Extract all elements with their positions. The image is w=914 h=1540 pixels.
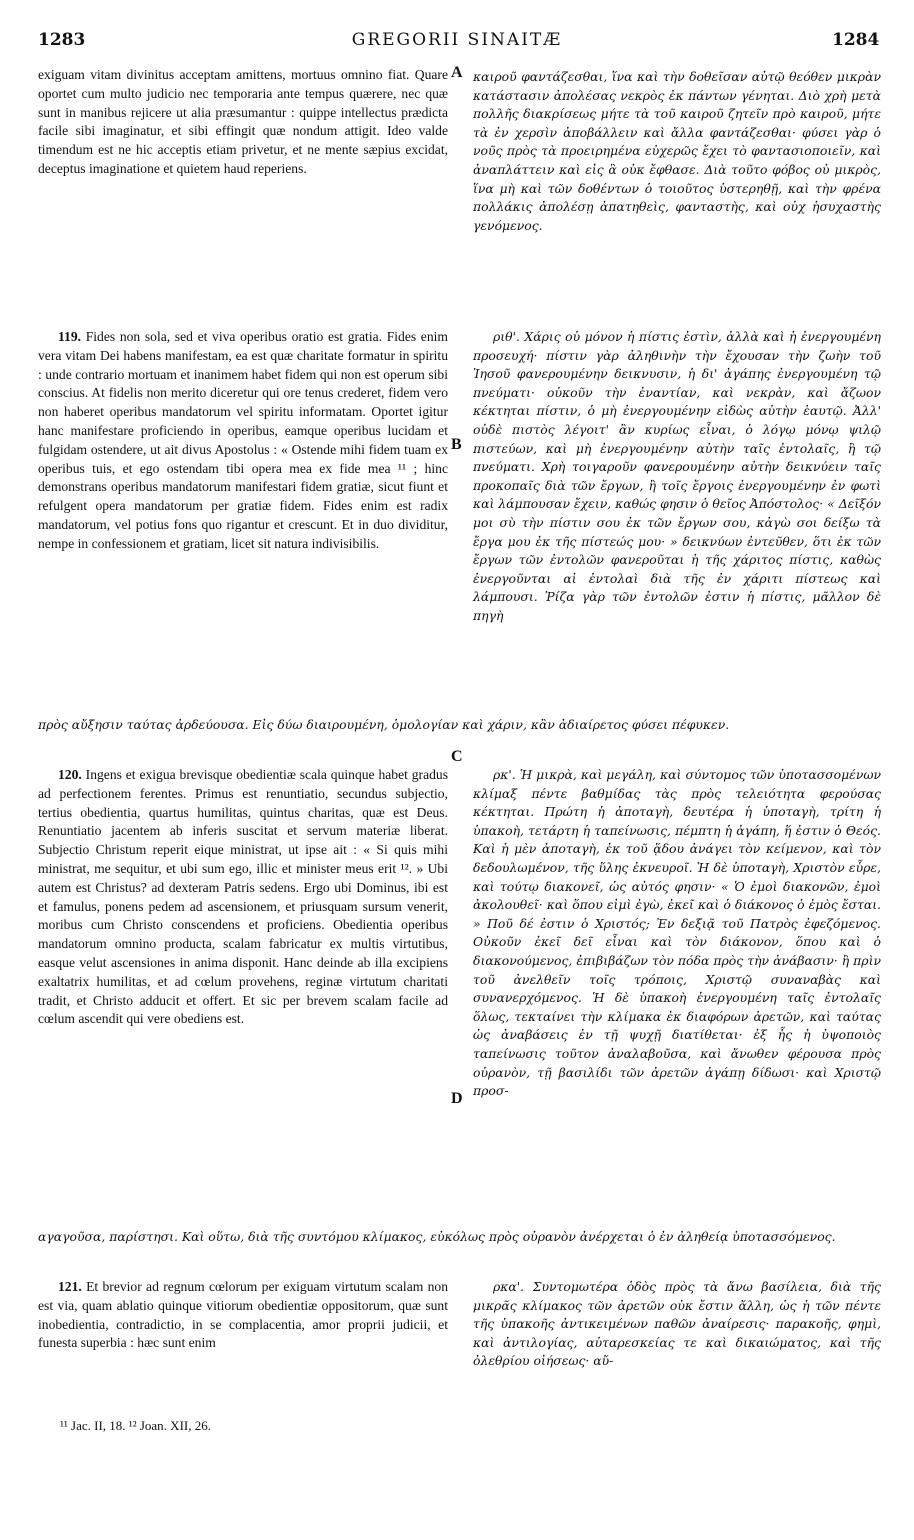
greek-text: ριθ'. Χάρις οὐ μόνον ἡ πίστις ἐστὶν, ἀλλὰ καὶ ἡ ἐνεργουμένη προσευχή· πίστιν γὰρ ἀληθινὴν τὴν ἔχουσαν τὴν ζωὴν τοῦ Ἰησοῦ φανερουμένην δεικνυσιν, ἡ δι' ἀγάπης ἐνεργουμένη τῷ πνεύματι· οὐκοῦν τὴν ἐναντίαν, καὶ νεκρὰν, καὶ ἄζωον κέκτηται πίστιν, ὁ μὴ ἐνεργουμένην εἰδὼς αὐτὴν ἑαυτῷ. Ἀλλ' οὐδὲ πιστὸς λέγοιτ' ἂν κυρίως εἶναι, ὁ λόγῳ μόνῳ ψιλῷ πιστεύων, καὶ μὴ ἐνεργουμένην αὐτὴν ταῖς ἐντολαῖς, ἢ τῷ πνεύματι. Χρὴ τοιγαροῦν φανερουμένην αὐτὴν δεικνύειν ταῖς προκοπαῖς διὰ τῶν ἔργων, ἢ τοῖς ἔργοις ἐνεργουμένην ἐν φωτὶ καὶ λάμπουσαν ἔχειν, καθώς φησιν ὁ θεῖος Ἀπόστολος· « Δεῖξόν μοι σὺ τὴν πίστιν σου ἐκ τῶν ἔργων σου, κἀγὼ σοι δείξω τὰ ἔργα μου ἐκ τῆς πίστεώς μου· » δεικνύων ἐντεῦθεν, ὅτι ἐκ τῶν ἔργων τῶν ἐντολῶν φανεροῦται ἡ τῆς χάριτος πίστις, καθὼς ἐνεργοῦνται αἱ ἐντολαὶ διὰ τῆς ἐν χάριτι πίστεως καὶ λάμπουσι. Ῥίζα γὰρ τῶν ἐντολῶν ἐστιν ἡ πίστις, μᾶλλον δὲ πηγὴ <box>473 329 881 623</box>
margin-letter-c: C <box>451 748 463 765</box>
latin-text: Fides non sola, sed et viva operibus oratio est gratia. Fides enim vera vitam Dei habens manifestam, ea est quæ charitate formatur in spiritu : unde contrario mortuam et inanimem habet fidem qui non est operum sibi conscius. At fidelis non merito diceretur qui ore tenus crederet, fidem vero non haberet operibus mandatorum vel spiritu informatam. Oportet igitur hanc manifestare proficiendo in operibus, eamque operibus lucidam et fulgidam ostendere, ut ait divus Apostolus : « Ostende mihi fidem tuam ex operibus tuis, et ego ostendam tibi opera mea ex fide mea ¹¹ ; hinc demonstrans operibus mandatorum manifestari fidem gratiæ, sicut fiunt et refulgent opera mandatorum per gratiæ fidem. Fides enim est radix mandatorum, vel potius fons quo rigantur et crescunt. Et in duo dividitur, nempe in confessionem et gratiam, licet sit natura indivisibilis. <box>38 329 448 551</box>
greek-paragraph-120 <box>473 766 881 1101</box>
greek-full-width-line-2 <box>38 1228 881 1247</box>
greek-paragraph-119 <box>473 328 881 626</box>
greek-paragraph-121 <box>473 1278 881 1371</box>
greek-text: ρκα'. Συντομωτέρα ὁδὸς πρὸς τὰ ἄνω βασίλεια, διὰ τῆς μικρᾶς κλίμακος τῶν ἀρετῶν οὐκ ἔστιν ἄλλη, ὡς ἡ τῶν πέντε τῆς ὑπακοῆς ἀντικειμένων παθῶν ἀναίρεσις· παρακοῆς, φημὶ, καὶ ἀντιλογίας, αὐταρεσκείας τε καὶ δικαιώματος, καὶ τῆς ὀλεθρίου οἰήσεως· αὔ- <box>473 1279 881 1369</box>
latin-paragraph-121 <box>38 1278 448 1353</box>
latin-paragraph-120 <box>38 766 448 1029</box>
latin-paragraph-118 <box>38 66 448 179</box>
greek-text: καιροῦ φαντάζεσθαι, ἵνα καὶ τὴν δοθεῖσαν αὐτῷ θεόθεν μικρὰν κατάστασιν ἀπολέσας νεκρὸς ἐκ πάντων γένηται. Διὸ χρὴ μετὰ πολλῆς διακρίσεως μήτε τὰ τοῦ καιροῦ ζητεῖν πρὸ καιροῦ, μήτε τὰ ἐν χερσὶν ἀποβάλλειν καὶ ἄλλα φαντάζεσθαι· φύσει γὰρ ὁ νοῦς πρὸς τὰ προειρημένα εὐχερῶς ἔχει τὸ φαντασιοποιεῖν, καὶ ἀναπλάττειν καὶ εἰς ἃ οὐκ ἔφθασε. Διὰ τοῦτο φόβος οὐ μικρὸς, ἵνα μὴ καὶ τῶν δοθέντων ὁ τοιοῦτος ὑστερηθῇ, καὶ τὴν φρένα πολλάκις ἀπολέσῃ ἀπατηθεὶς, φανταστὴς, καὶ οὐχ ἡσυχαστὴς γενόμενος. <box>473 69 881 233</box>
greek-text: αγαγοῦσα, παρίστησι. Καὶ οὕτω, διὰ τῆς συντόμου κλίμακος, εὐκόλως πρὸς οὐρανὸν ἀνέρχεται ὁ ἐν ἀληθείᾳ ὑποτασσόμενος. <box>38 1229 836 1244</box>
margin-letter-d: D <box>451 1090 463 1107</box>
page-header <box>0 30 914 60</box>
running-title: GREGORII SINAITÆ <box>351 30 563 50</box>
greek-text: πρὸς αὔξησιν ταύτας ἀρδεύουσα. Εἰς δύω διαιρουμένη, ὁμολογίαν καὶ χάριν, κἂν ἀδιαίρετος φύσει πέφυκεν. <box>38 717 730 732</box>
section-number: 121. <box>58 1279 82 1294</box>
page-number-right: 1284 <box>832 30 880 50</box>
latin-text: Ingens et exigua brevisque obedientiæ scala quinque habet gradus ad perfectionem ferentes. Primus est renuntiatio, secundus subjectio, tertius obedientia, quartus humilitas, quintus charitas, quæ est Deus. Renuntiatio jacentem ab inferis suscitat et servum materiæ liberat. Subjectio Christum reperit eique ministrat, ut ipse ait : « Si quis mihi ministrat, me sequitur, et ubi sum ego, illic et minister meus erit ¹². » Ubi autem est Christus? ad dexteram Patris sedens. Ergo ubi Dominus, ibi est et famulus, ponens pedem ad ascensionem, et priusquam sursum venerit, moribus cum Christo conscendens et proficiens. Obedientia operibus mandatorum omnino producta, scalam fabricatur ex multis virtutibus, easque velut ascensiones in anima disponit. Hanc deinde ab illa excipiens exaltatrix humilitas, et ad cœlum provehens, reginæ virtutum charitati tradit, et Christo adducit et offert. Et sic per brevem scalam facile ad cœlum ascendit qui vere obediens est. <box>38 767 448 1027</box>
greek-paragraph-118 <box>473 68 881 235</box>
margin-letter-b: B <box>451 436 462 453</box>
greek-text: ρκ'. Ἡ μικρὰ, καὶ μεγάλη, καὶ σύντομος τῶν ὑποτασσομένων κλίμαξ πέντε βαθμίδας τὰς πρὸς τελειότητα φερούσας κέκτηται. Πρώτη ἡ ἀποταγὴ, δευτέρα ἡ ὑποταγὴ, τρίτη ἡ ὑπακοὴ, τετάρτη ἡ ταπείνωσις, πέμπτη ἡ ἀγάπη, ἥ ἐστιν ὁ Θεός. Καὶ ἡ μὲν ἀποταγὴ, ἐκ τοῦ ᾅδου ἀνάγει τὸν κείμενον, καὶ τὸν δεδουλωμένον, τῆς ὕλης ἐκνευροῖ. Ἡ δὲ ὑποταγὴ, Χριστὸν εὗρε, καὶ τούτῳ διακονεῖ, ὡς αὐτός φησιν· « Ὁ ἐμοὶ διακονῶν, ἐμοὶ ἀκολουθεῖ· καὶ ὅπου εἰμὶ ἐγὼ, ἐκεῖ καὶ ὁ διάκονος ὁ ἐμὸς ἔσται. » Ποῦ δέ ἐστιν ὁ Χριστός; Ἐν δεξιᾷ τοῦ Πατρὸς ἐφεζόμενος. Οὐκοῦν ἐκεῖ δεῖ εἶναι καὶ τὸν διάκονον, ὅπου καὶ ὁ διακονούμενος, ἐπιβιβάζων τὸν πόδα πρὸς τὴν ἀνάβασιν· ἢ πρὶν τοῦ ἀνελθεῖν τοῖς τρόποις, Χριστῷ συναναβὰς καὶ συνανερχόμενος. Ἡ δὲ ὑπακοὴ ἐνεργουμένη ταῖς ἐντολαῖς ὅλως, τεκταίνει τὴν κλίμακα ἐκ διαφόρων ἀρετῶν, καὶ ταύτας ὡς ἀναβάσεις ἐν τῇ ψυχῇ διατίθεται· ἐξ ἧς ἡ ὑψοποιὸς ταπείνωσις τοῦτον ἀναλαβοῦσα, καὶ ἄνωθεν φέρουσα πρὸς οὐρανὸν, τῇ βασιλίδι τῶν ἀρετῶν ἀγάπῃ δίδωσι· καὶ Χριστῷ προσ- <box>473 767 881 1099</box>
section-number: 120. <box>58 767 82 782</box>
greek-full-width-line <box>38 716 881 735</box>
latin-text: Et brevior ad regnum cœlorum per exiguam virtutum scalam non est via, quam ablatio quinque vitiorum obedientiæ oppositorum, quæ sunt inobedientia, contradictio, in se complacentia, amor proprii judicii, et funesta superbia : hæc sunt enim <box>38 1279 448 1351</box>
footnotes: ¹¹ Jac. II, 18. ¹² Joan. XII, 26. <box>60 1418 211 1433</box>
section-number: 119. <box>58 329 82 344</box>
margin-letter-a: A <box>451 64 463 81</box>
latin-paragraph-119 <box>38 328 448 554</box>
page-number-left: 1283 <box>38 30 86 50</box>
latin-text: exiguam vitam divinitus acceptam amittens, mortuus omnino fiat. Quare oportet cum multo judicio nec temporaria ante tempus quærere, nec quæ sunt in manibus rejicere ut alia præsumantur : quippe intellectus prædicta facile sibi imaginatur, et sibi effingit quæ nondum attigit. Ideo valde timendum est ne hic acceptis etiam privetur, et ne mente sæpius excidat, deceptus imaginatione et quietem haud reperiens. <box>38 67 448 176</box>
